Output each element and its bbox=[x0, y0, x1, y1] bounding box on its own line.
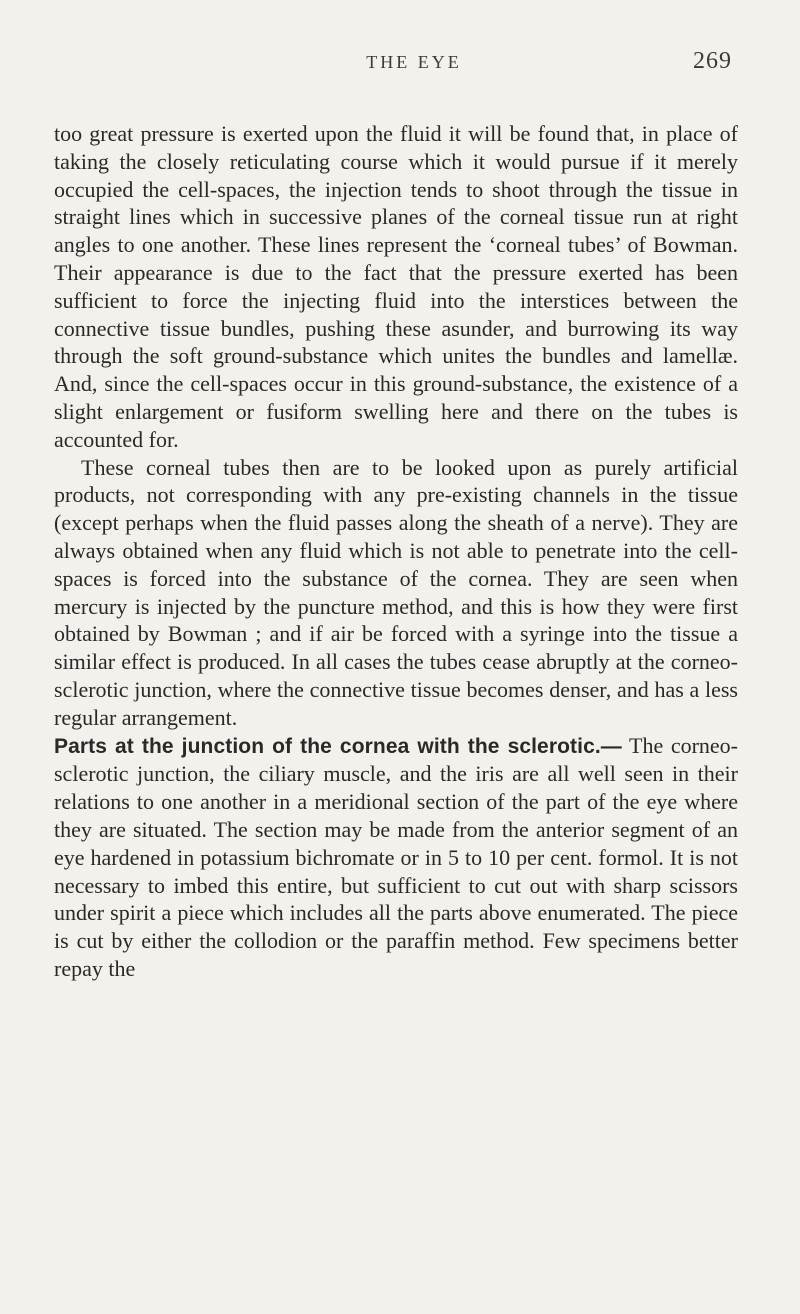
body-text bbox=[54, 120, 738, 983]
running-head bbox=[96, 48, 732, 78]
section-paragraph bbox=[54, 732, 738, 983]
paragraph-continued: too great pressure is exerted upon the fluid it will be found that, in place of taking the closely reticulating course which it would pursue if it merely occupied the cell-spaces, the injection tends to shoot through the tissue in straight lines which in successive planes of the corneal tissue run at right angles to one another. These lines represent the ‘corneal tubes’ of Bowman. Their appearance is due to the fact that the pressure exerted has been sufficient to force the injecting fluid into the interstices between the connective tissue bundles, pushing these asunder, and burrowing its way through the soft ground-substance which unites the bundles and lamellæ. And, since the cell-spaces occur in this ground-substance, the existence of a slight enlargement or fusiform swelling here and there on the tubes is accounted for. bbox=[54, 121, 738, 452]
section-heading: Parts at the junction of the cornea with the sclerotic.— bbox=[54, 734, 622, 758]
section-body: The corneo-sclerotic junction, the ciliary muscle, and the iris are all well seen in their relations to one another in a meridional section of the part of the eye where they are situated. The section may be made from the anterior segment of an eye hardened in potassium bichromate or in 5 to 10 per cent. formol. It is not necessary to imbed this entire, but sufficient to cut out with sharp scissors under spirit a piece which includes all the parts above enumerated. The piece is cut by either the collodion or the paraffin method. Few specimens better repay the bbox=[54, 732, 738, 981]
paragraph-corneal-tubes: These corneal tubes then are to be looked upon as purely artificial products, not corresponding with any pre-existing channels in the tissue (except perhaps when the fluid passes along the sheath of a nerve). They are always obtained when any fluid which is not able to penetrate into the cell-spaces is forced into the substance of the cornea. They are seen when mercury is injected by the puncture method, and this is how they were first obtained by Bowman ; and if air be forced with a syringe into the tissue a similar effect is produced. In all cases the tubes cease abruptly at the corneo-sclerotic junction, where the connective tissue becomes denser, and has a less regular arrangement. bbox=[54, 454, 738, 730]
page-number: 269 bbox=[693, 48, 732, 74]
running-head-title: THE EYE bbox=[366, 52, 462, 72]
